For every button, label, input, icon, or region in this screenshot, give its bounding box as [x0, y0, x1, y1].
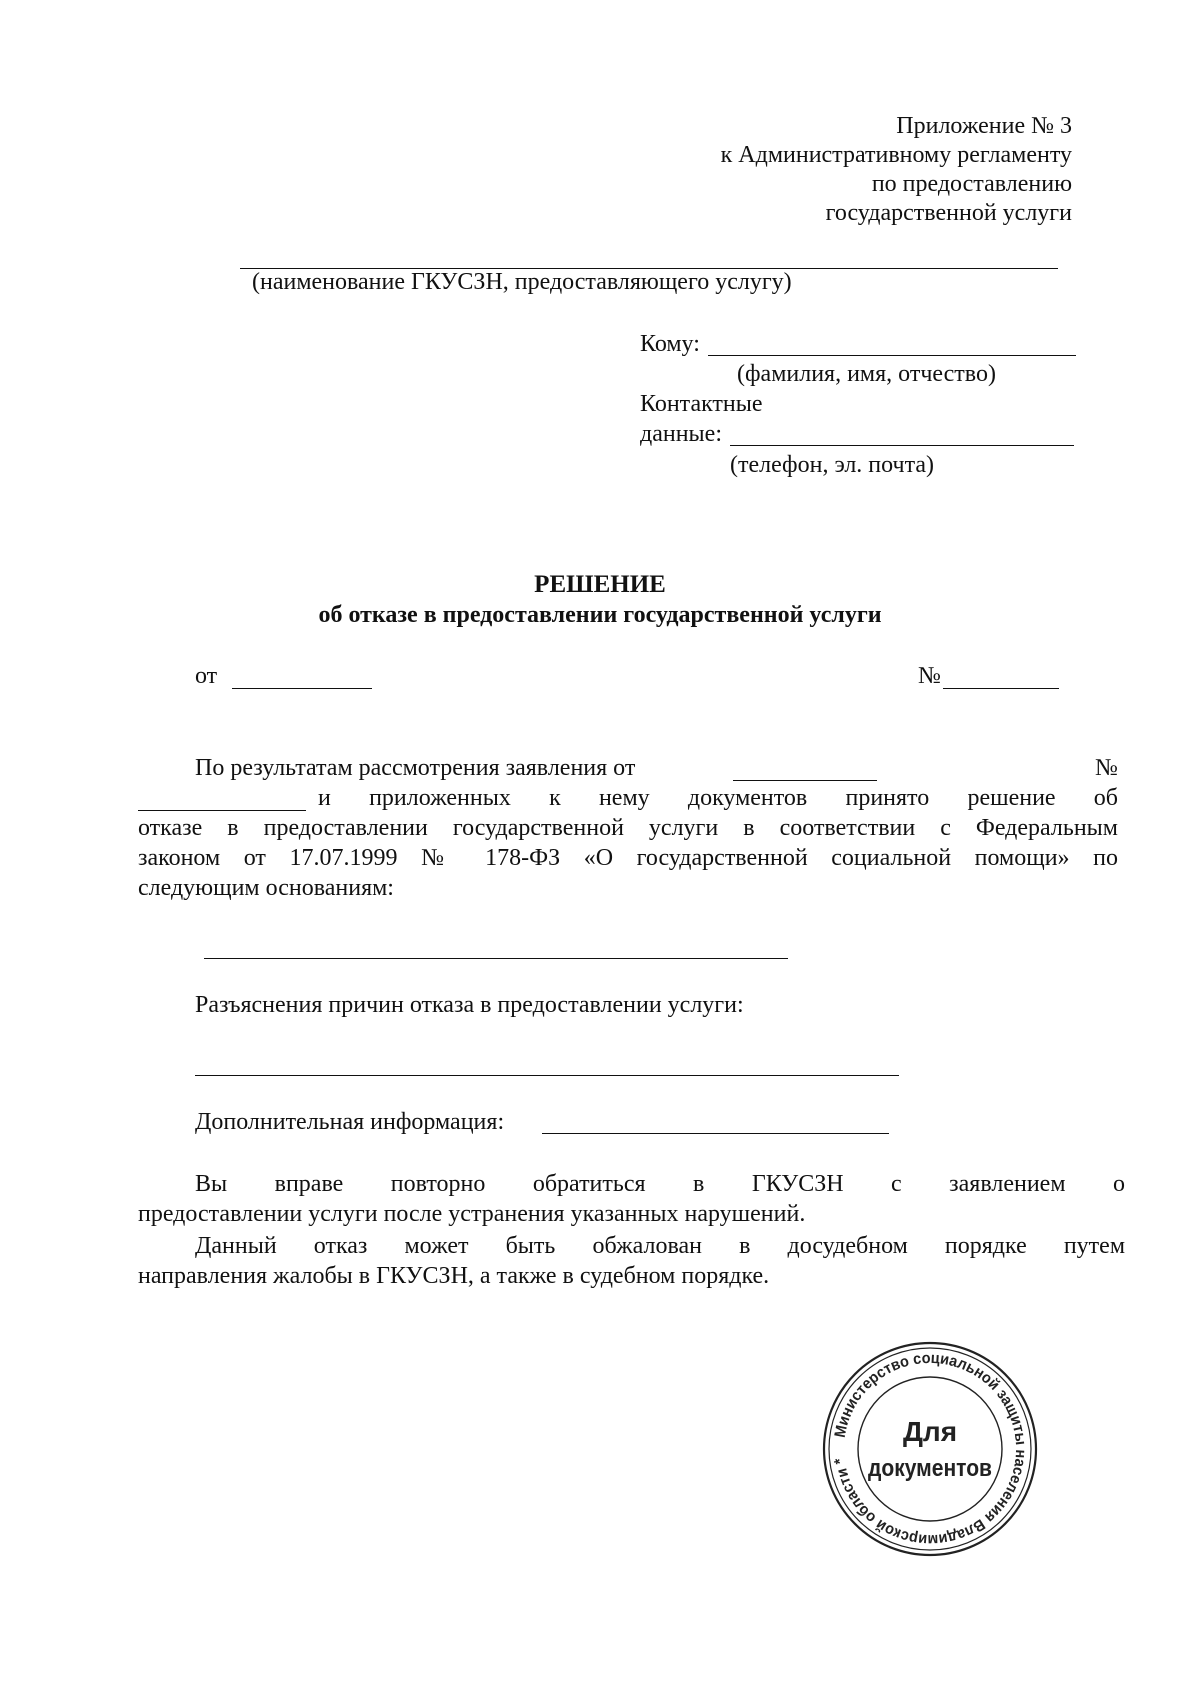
stamp-outer-ring — [824, 1343, 1036, 1555]
stamp-ring-text — [831, 1350, 1029, 1548]
application-date-line — [733, 780, 877, 781]
to-label: Кому: — [640, 331, 700, 357]
number-line — [943, 688, 1059, 689]
application-number-line — [138, 810, 306, 811]
stamp-inner-ring — [858, 1377, 1002, 1521]
date-label: от — [195, 663, 218, 689]
stamp-outer-ring-inner — [829, 1348, 1031, 1550]
org-name-caption: (наименование ГКУСЗН, предоставляющего услугу) — [252, 269, 792, 295]
additional-info-label: Дополнительная информация: — [195, 1109, 505, 1135]
stamp-center-line1: Для — [902, 1416, 958, 1447]
p3-line2: направления жалобы в ГКУСЗН, а также в судебном порядке. — [138, 1263, 770, 1289]
contacts-label-2: данные: — [640, 421, 722, 447]
date-line — [232, 688, 372, 689]
contacts-label-1: Контактные — [640, 391, 763, 417]
document-subtitle: об отказе в предоставлении государственной услуги — [318, 602, 882, 628]
appendix-provision: по предоставлению — [871, 171, 1072, 197]
contacts-caption: (телефон, эл. почта) — [730, 452, 935, 478]
p2-line1: Вы вправе повторно обратиться в ГКУСЗН с заявлением о — [195, 1171, 1125, 1197]
contacts-line — [730, 445, 1074, 446]
p1-line4: законом от 17.07.1999 № 178-ФЗ «О государственной социальной помощи» по — [138, 845, 1118, 871]
p1-part2: и приложенных к нему документов принято решение об — [318, 785, 1118, 811]
additional-info-line — [542, 1133, 889, 1134]
official-stamp — [822, 1341, 1038, 1557]
document-title: РЕШЕНИЕ — [534, 571, 666, 598]
to-name-line — [708, 355, 1076, 356]
p3-line1: Данный отказ может быть обжалован в досудебном порядке путем — [195, 1233, 1125, 1259]
explanation-line — [195, 1075, 899, 1076]
p1-number-sign: № — [1095, 755, 1118, 781]
appendix-service: государственной услуги — [825, 200, 1072, 226]
p1-line5: следующим основаниям: — [138, 875, 394, 901]
stamp-center-line2: документов — [868, 1455, 992, 1482]
appendix-number: Приложение № 3 — [896, 113, 1072, 139]
explanation-label: Разъяснения причин отказа в предоставлении услуги: — [195, 992, 744, 1018]
appendix-header — [721, 112, 1072, 228]
number-label: № — [918, 663, 941, 689]
p1-part1: По результатам рассмотрения заявления от — [195, 755, 636, 781]
stamp-ring-textpath: Министерство социальной защиты населения Владимирской области * — [831, 1349, 1030, 1549]
grounds-line — [204, 958, 788, 959]
p1-line3: отказе в предоставлении государственной услуги в соответствии с Федеральным — [138, 815, 1118, 841]
appendix-regulation: к Административному регламенту — [720, 142, 1072, 168]
to-name-caption: (фамилия, имя, отчество) — [737, 361, 996, 387]
p2-line2: предоставлении услуги после устранения указанных нарушений. — [138, 1201, 806, 1227]
